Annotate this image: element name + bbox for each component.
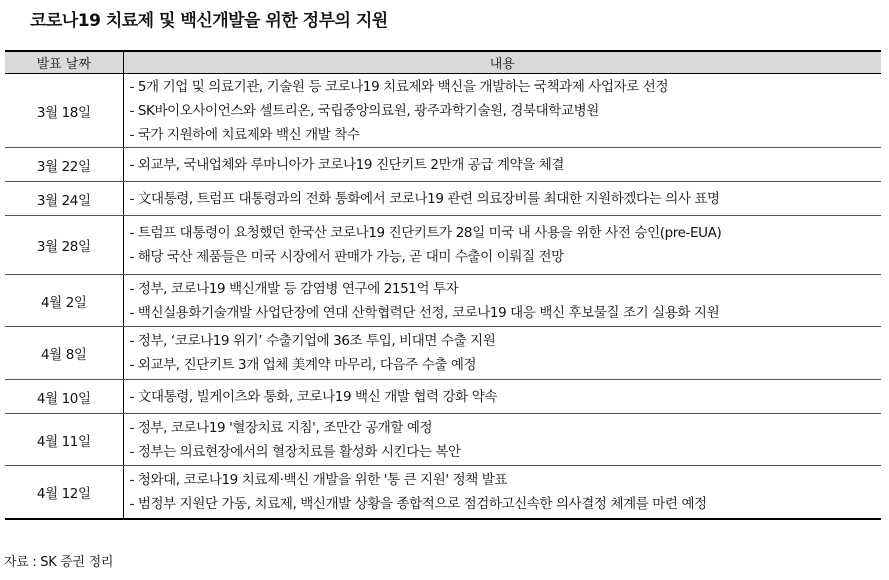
table-row	[5, 380, 881, 414]
content-line: - 외교부, 국내업체와 루마니아가 코로나19 진단키트 2만개 공급 계약을 체결	[129, 156, 565, 173]
table-row	[5, 216, 881, 275]
row-date: 4월 8일	[5, 327, 123, 380]
header-date: 발표 날짜	[5, 51, 123, 74]
table-row	[5, 74, 881, 148]
content-line: - 청와대, 코로나19 치료제·백신 개발을 위한 '통 큰 지원' 정책 발표	[129, 472, 508, 488]
table-header-row	[5, 51, 881, 74]
table-row	[5, 275, 881, 327]
row-content	[123, 216, 881, 275]
content-line: - 외교부, 진단키트 3개 업체 美계약 마무리, 다음주 수출 예정	[129, 357, 477, 373]
row-date: 4월 10일	[5, 380, 123, 414]
content-line: - 트럼프 대통령이 요청했던 한국산 코로나19 진단키트가 28일 미국 내 사용을 위한 사전 승인(pre-EUA)	[129, 225, 722, 241]
content-line: - 정부, 코로나19 '혈장치료 지침', 조만간 공개할 예정	[129, 419, 433, 436]
row-date: 4월 2일	[5, 275, 123, 327]
row-date: 4월 11일	[5, 414, 123, 466]
row-content	[123, 182, 881, 216]
table-row	[5, 182, 881, 216]
content-line: - 정부는 의료현장에서의 혈장치료를 활성화 시킨다는 복안	[129, 443, 461, 460]
content-line: - 국가 지원하에 치료제와 백신 개발 착수	[129, 126, 360, 143]
content-line: - SK바이오사이언스와 셀트리온, 국립중앙의료원, 광주과학기술원, 경북대학교병원	[129, 102, 599, 119]
content-line: - 범정부 지원단 가동, 치료제, 백신개발 상황을 종합적으로 점검하고신속한 의사결정 체계를 마련 예정	[129, 496, 707, 512]
table-row	[5, 414, 881, 466]
table-row	[5, 327, 881, 380]
table-row	[5, 466, 881, 520]
content-line: - 文대통령, 빌게이츠와 통화, 코로나19 백신 개발 협력 강화 약속	[129, 388, 497, 405]
row-content	[123, 327, 881, 380]
row-date: 3월 24일	[5, 182, 123, 216]
table-row	[5, 148, 881, 182]
row-content	[123, 414, 881, 466]
support-table	[5, 50, 881, 520]
row-content	[123, 148, 881, 182]
row-content	[123, 74, 881, 148]
row-date: 3월 22일	[5, 148, 123, 182]
content-line: - 정부, 코로나19 백신개발 등 감염병 연구에 2151억 투자	[129, 280, 459, 297]
row-date: 3월 28일	[5, 216, 123, 275]
row-date: 4월 12일	[5, 466, 123, 520]
content-line: - 5개 기업 및 의료기관, 기술원 등 코로나19 치료제와 백신을 개발하는 국책과제 사업자로 선정	[129, 78, 669, 95]
source-note: 자료 : SK 증권 정리	[4, 555, 114, 570]
content-line: - 정부, ‘코로나19 위기’ 수출기업에 36조 투입, 비대면 수출 지원	[129, 333, 496, 349]
content-line: - 해당 국산 제품들은 미국 시장에서 판매가 가능, 곧 대미 수출이 이뤄질 전망	[129, 249, 564, 265]
row-content	[123, 380, 881, 414]
content-line: - 文대통령, 트럼프 대통령과의 전화 통화에서 코로나19 관련 의료장비를 최대한 지원하겠다는 의사 표명	[129, 190, 720, 207]
page-title: 코로나19 치료제 및 백신개발을 위한 정부의 지원	[30, 11, 388, 31]
row-content	[123, 466, 881, 520]
content-line: - 백신실용화기술개발 사업단장에 연대 산학협력단 선정, 코로나19 대응 백신 후보물질 조기 실용화 지원	[129, 304, 720, 321]
row-content	[123, 275, 881, 327]
header-content: 내용	[123, 51, 881, 74]
row-date: 3월 18일	[5, 74, 123, 148]
